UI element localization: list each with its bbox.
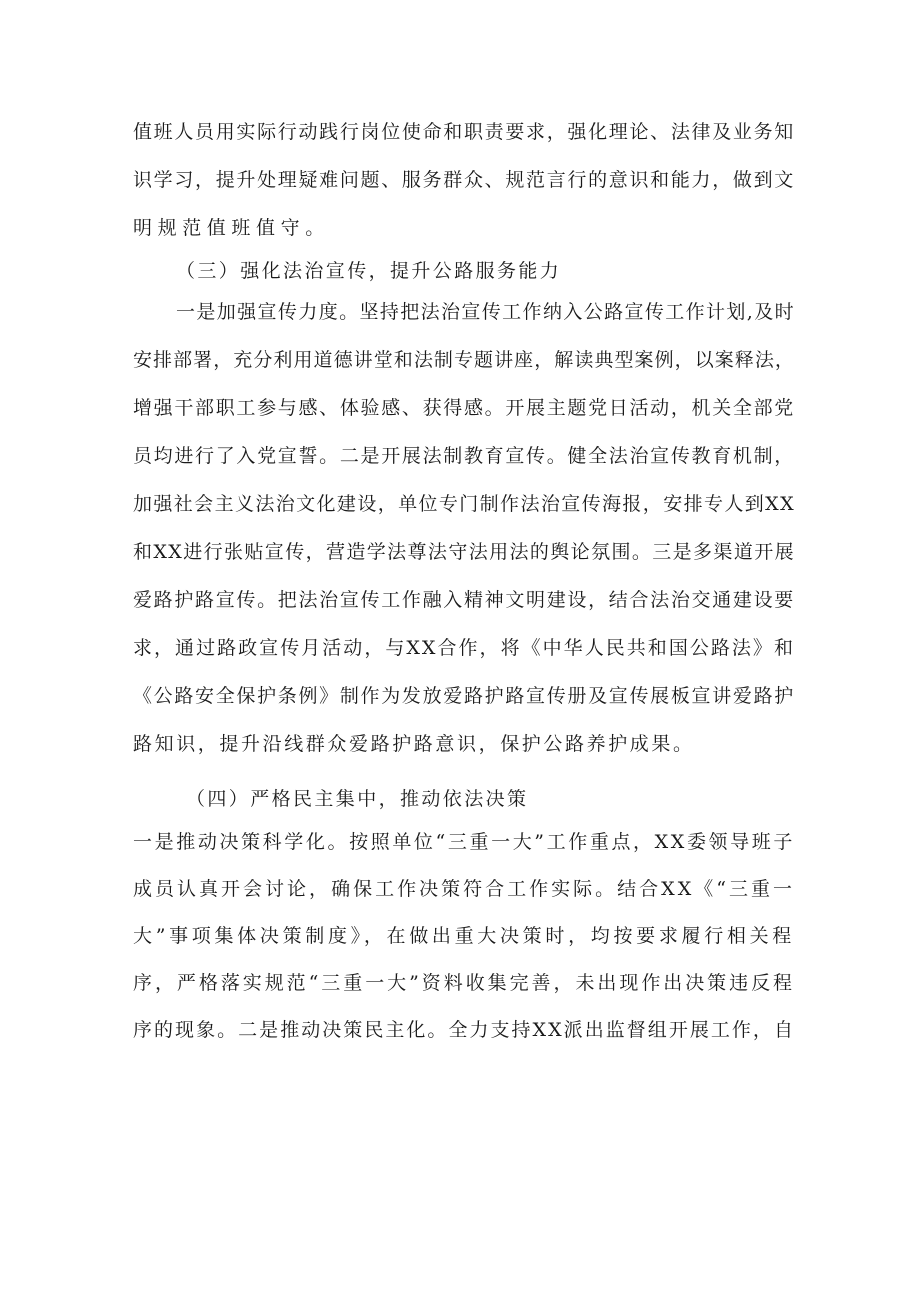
section3-line-2: 安排部署，充分利用道德讲堂和法制专题讲座，解读典型案例，以案释法， — [133, 349, 795, 371]
section4-line-1: 一是推动决策科学化。按照单位“三重一大”工作重点，XX委领导班子 — [133, 831, 795, 853]
section3-line-1: 一是加强宣传力度。坚持把法治宣传工作纳入公路宣传工作计划,及时 — [176, 301, 795, 323]
paragraph1-line-3: 明规范值班值守。 — [133, 217, 330, 239]
section4-line-2: 成员认真开会讨论，确保工作决策符合工作实际。结合XX《“三重一 — [133, 878, 795, 900]
section3-line-8: 求，通过路政宣传月活动，与XX合作，将《中华人民共和国公路法》和 — [133, 637, 795, 659]
section3-line-6: 和XX进行张贴宣传，营造学法尊法守法用法的舆论氛围。三是多渠道开展 — [133, 541, 795, 563]
section4-line-4: 序，严格落实规范“三重一大”资料收集完善，未出现作出决策违反程 — [133, 972, 795, 994]
section3-line-5: 加强社会主义法治文化建设，单位专门制作法治宣传海报，安排专人到XX — [133, 493, 795, 515]
section3-line-7: 爱路护路宣传。把法治宣传工作融入精神文明建设，结合法治交通建设要 — [133, 589, 795, 611]
section3-line-9: 《公路安全保护条例》制作为发放爱路护路宣传册及宣传展板宣讲爱路护 — [133, 685, 795, 707]
paragraph1-line-2: 识学习，提升处理疑难问题、服务群众、规范言行的意识和能力，做到文 — [133, 169, 795, 191]
section3-line-4: 员均进行了入党宣誓。二是开展法制教育宣传。健全法治宣传教育机制， — [133, 445, 795, 467]
section3-heading: （三）强化法治宣传，提升公路服务能力 — [176, 260, 562, 282]
section3-line-3: 增强干部职工参与感、体验感、获得感。开展主题党日活动，机关全部党 — [133, 397, 795, 419]
section4-line-5: 序的现象。二是推动决策民主化。全力支持XX派出监督组开展工作，自 — [133, 1019, 795, 1041]
paragraph1-line-1: 值班人员用实际行动践行岗位使命和职责要求，强化理论、法律及业务知 — [133, 121, 795, 143]
section4-heading: （四）严格民主集中，推动依法决策 — [186, 788, 529, 810]
section3-line-10: 路知识，提升沿线群众爱路护路意识，保护公路养护成果。 — [133, 733, 695, 755]
section4-line-3: 大”事项集体决策制度》，在做出重大决策时，均按要求履行相关程 — [133, 925, 795, 947]
